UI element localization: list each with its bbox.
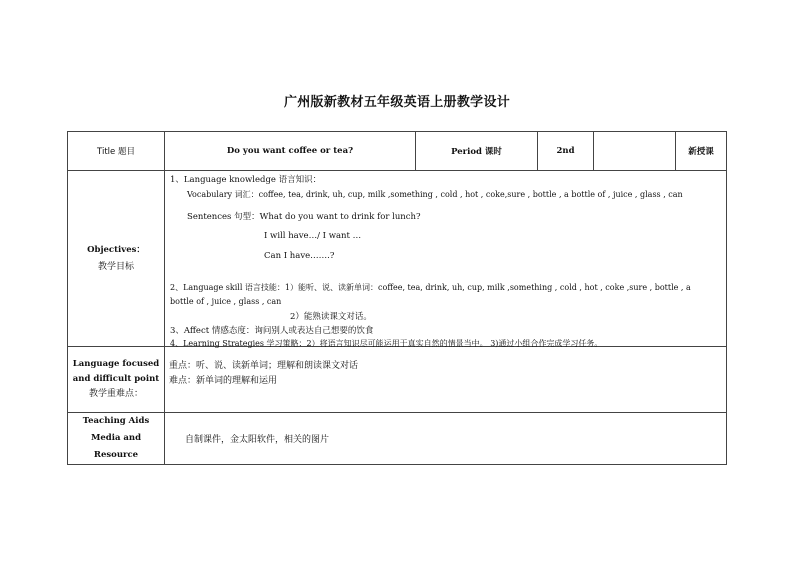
focus-label-1: Language focused: [72, 359, 160, 369]
aids-content-cell: [165, 413, 727, 465]
focus-row: [68, 347, 727, 413]
aids-row: [68, 413, 727, 465]
aids-content-text: 自制课件，金太阳软件，相关的图片: [185, 435, 330, 445]
objectives-row: [68, 171, 727, 347]
objectives-content-cell: [165, 171, 727, 347]
lesson-title-cell: Do you want coffee or tea?: [165, 132, 416, 171]
objective-line-2: Vocabulary 词汇：coffee, tea, drink, uh, cup, milk ,something , cold , hot , coke,sure , bottle , a bottle of , juice , glass , can: [187, 190, 683, 199]
objective-line-6: 2、Language skill 语言技能：1）能听、说、读新单词：coffee, tea, drink, uh, cup, milk ,something , cold , hot , coke ,sure , bottle , a: [170, 283, 691, 292]
objective-line-7: bottle of , juice , glass , can: [170, 297, 282, 306]
document-title: 广州版新教材五年级英语上册教学设计: [283, 95, 511, 110]
empty-cell: [594, 132, 676, 171]
objective-line-5: Can I have…….?: [264, 251, 335, 261]
objectives-label-cell: [68, 171, 165, 347]
aids-label-3: Resource: [93, 450, 139, 460]
objective-line-10: 4、Learning Strategies 学习策略：2）将语言知识尽可能运用于真实自然的情景当中。 3)通过小组合作完成学习任务。: [170, 339, 603, 348]
key-point-text: 重点：听、说、读新单词；理解和朗读课文对话: [169, 361, 359, 371]
title-label-cell: Title 题目: [68, 132, 165, 171]
aids-label-1: Teaching Aids: [82, 416, 150, 426]
aids-label-2: Media and: [90, 433, 142, 443]
focus-label-2: and difficult point: [72, 374, 160, 384]
period-value-cell: 2nd: [538, 132, 594, 171]
aids-label-cell: [68, 413, 165, 465]
objectives-label-cn: 教学目标: [97, 261, 134, 272]
lesson-plan-table: [67, 131, 727, 465]
objective-line-8: 2）能熟读课文对话。: [290, 312, 372, 322]
period-label-cell: Period 课时: [416, 132, 538, 171]
objective-line-3: Sentences 句型：What do you want to drink for lunch?: [187, 212, 421, 222]
objective-line-1: 1、Language knowledge 语言知识：: [170, 175, 322, 185]
focus-label-cell: [68, 347, 165, 413]
difficult-point-text: 难点：新单词的理解和运用: [169, 376, 278, 386]
focus-label-cn: 教学重难点：: [88, 389, 143, 399]
header-row: [68, 132, 727, 171]
focus-content-cell: [165, 347, 727, 413]
objectives-label-en: Objectives：: [87, 244, 145, 255]
lesson-type-cell: 新授课: [676, 132, 727, 171]
objective-line-9: 3、Affect 情感态度：询问别人或表达自己想要的饮食: [170, 326, 374, 336]
objective-line-4: I will have…/ I want …: [264, 231, 362, 241]
